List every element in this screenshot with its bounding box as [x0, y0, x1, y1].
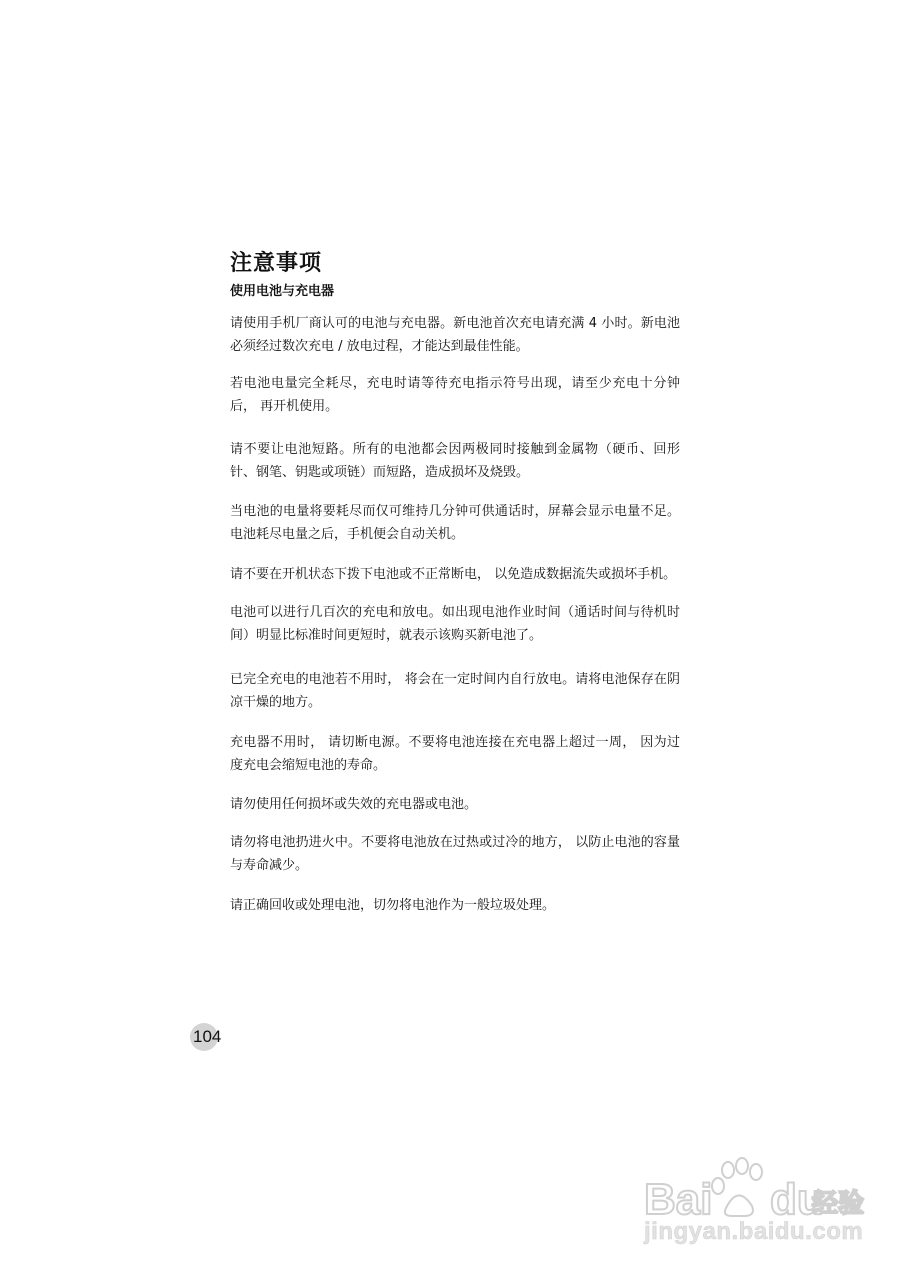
watermark-url: jingyan.baidu.com [644, 1218, 864, 1245]
paragraph: 请使用手机厂商认可的电池与充电器。新电池首次充电请充满 4 小时。新电池必须经过数次充电 / 放电过程，才能达到最佳性能。 [230, 316, 680, 354]
document-body [230, 248, 680, 913]
section-subtitle: 使用电池与充电器 [230, 284, 335, 299]
paragraph: 电池可以进行几百次的充电和放电。如出现电池作业时间（通话时间与待机时间）明显比标准时间更短时，就表示该购买新电池了。 [230, 605, 680, 643]
svg-text:du: du [770, 1175, 824, 1224]
page-title: 注意事项 [230, 251, 323, 276]
paragraph: 当电池的电量将要耗尽而仅可维持几分钟可供通话时，屏幕会显示电量不足。电池耗尽电量之后，手机便会自动关机。 [230, 504, 680, 542]
paragraph: 请不要在开机状态下拨下电池或不正常断电， 以免造成数据流失或损坏手机。 [230, 567, 677, 582]
paragraph: 请勿将电池扔进火中。不要将电池放在过热或过冷的地方， 以防止电池的容量与寿命减少。 [230, 835, 680, 873]
paragraph: 请不要让电池短路。所有的电池都会因两极同时接触到金属物（硬币、回形针、钢笔、钥匙或项链）而短路，造成损坏及烧毁。 [230, 442, 680, 480]
paragraph: 请正确回收或处理电池，切勿将电池作为一般垃圾处理。 [230, 898, 556, 913]
paragraph: 已完全充电的电池若不用时， 将会在一定时间内自行放电。请将电池保存在阴凉干燥的地方。 [230, 672, 680, 710]
paragraph: 若电池电量完全耗尽，充电时请等待充电指示符号出现，请至少充电十分钟后， 再开机使用。 [230, 376, 680, 414]
baidu-jingyan-watermark [640, 1140, 880, 1250]
page-number: 104 [193, 1027, 222, 1046]
svg-text:经验: 经验 [812, 1189, 865, 1219]
baidu-paw-icon [712, 1158, 762, 1216]
svg-text:Bai: Bai [644, 1175, 713, 1224]
paragraph: 请勿使用任何损坏或失效的充电器或电池。 [230, 797, 478, 812]
paragraph: 充电器不用时， 请切断电源。不要将电池连接在充电器上超过一周， 因为过度充电会缩短电池的寿命。 [230, 735, 680, 773]
